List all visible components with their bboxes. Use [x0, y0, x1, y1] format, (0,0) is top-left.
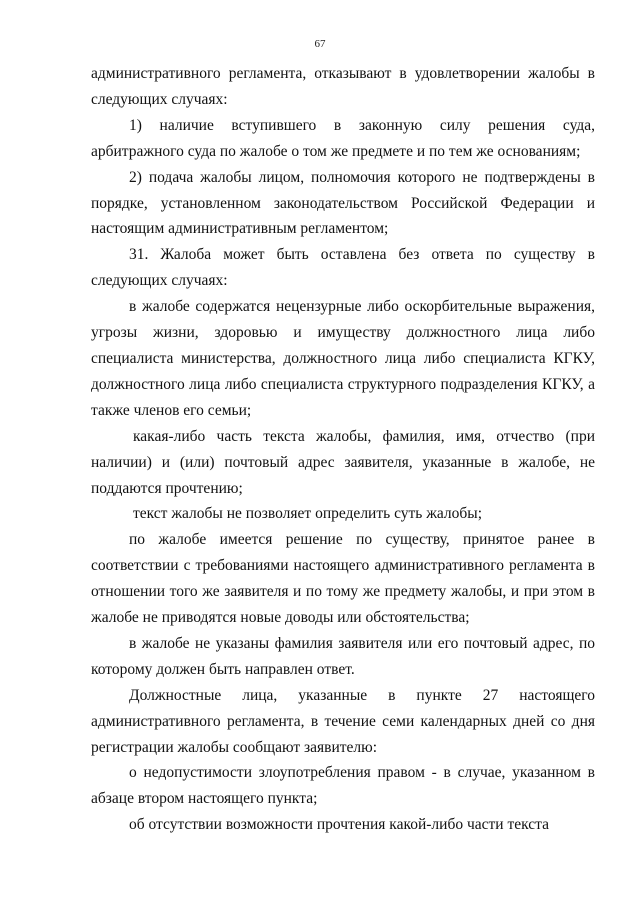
paragraph-item-2: 2) подача жалобы лицом, полномочия которого не подтверждены в порядке, установленном законодательством Российской Федерации и настоящим административным регламентом; [91, 168, 595, 238]
paragraph-essence-undetermined: текст жалобы не позволяет определить суть жалобы; [133, 505, 483, 523]
paragraph-section-31: 31. Жалоба может быть оставлена без ответа по существу в следующих случаях: [91, 246, 595, 290]
page-number: 67 [314, 38, 326, 50]
paragraph-unreadable-text: какая-либо часть текста жалобы, фамилия, имя, отчество (при наличии) и (или) почтовый адрес заявителя, указанные в жалобе, не поддаются прочтению; [91, 427, 595, 497]
paragraph-obscene-content: в жалобе содержатся нецензурные либо оскорбительные выражения, угрозы жизни, здоровью и имуществу должностного лица либо специалиста министерства, должностного лица либо специалиста КГКУ, должностного лица либо специалиста структурного подразделения КГКУ, а также членов его семьи; [91, 298, 595, 419]
document-body [91, 61, 595, 838]
paragraph-officials-notify: Должностные лица, указанные в пункте 27 настоящего административного регламента, в течение семи календарных дней со дня регистрации жалобы сообщают заявителю: [91, 686, 595, 756]
paragraph-no-address: в жалобе не указаны фамилия заявителя или его почтовый адрес, по которому должен быть направлен ответ. [91, 634, 595, 678]
paragraph-existing-decision: по жалобе имеется решение по существу, принятое ранее в соответствии с требованиями настоящего административного регламента в отношении того же заявителя и по тому же предмету жалобы, и при этом в жалобе не приводятся новые доводы или обстоятельства; [91, 531, 595, 627]
paragraph-continuation: административного регламента, отказывают в удовлетворении жалобы в следующих случаях: [91, 65, 595, 108]
paragraph-item-1: 1) наличие вступившего в законную силу решения суда, арбитражного суда по жалобе о том же предмете и по тем же основаниям; [91, 116, 595, 160]
paragraph-abuse-of-right: о недопустимости злоупотребления правом - в случае, указанном в абзаце втором настоящего пункта; [91, 764, 595, 808]
paragraph-reading-impossible: об отсутствии возможности прочтения какой-либо части текста [129, 816, 549, 834]
